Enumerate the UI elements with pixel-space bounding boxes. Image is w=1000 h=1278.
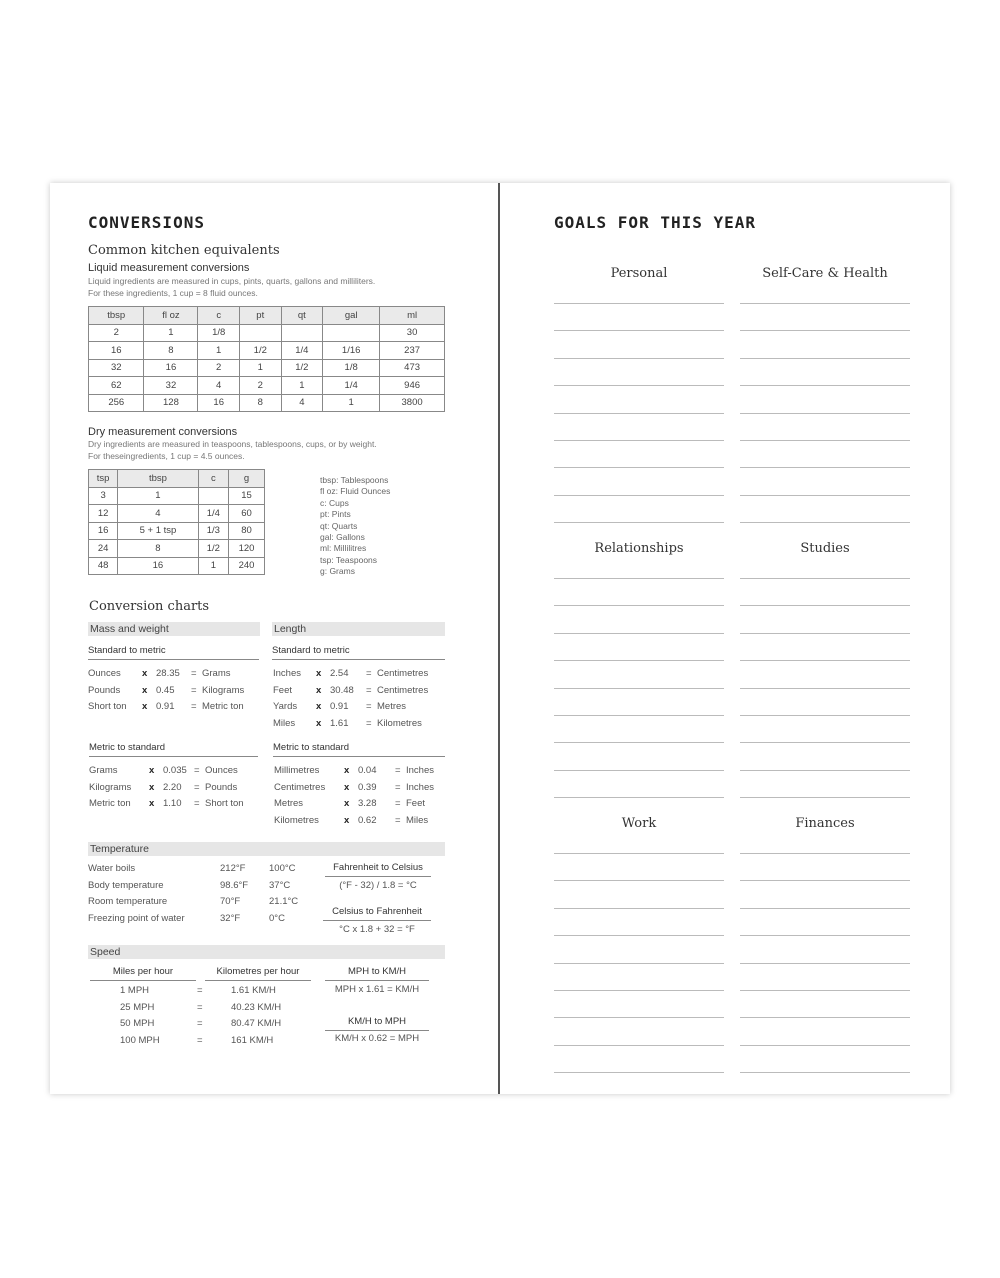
dry-cell: 1/4 [198,505,228,523]
liquid-header-cell: tbsp [89,307,144,325]
mass-s2m-x: x [142,668,148,679]
speed-kmh: 80.47 KM/H [231,1018,282,1030]
goal-section-title: Self-Care & Health [762,266,888,281]
mass-m2s-heading: Metric to standard [89,742,258,757]
liquid-cell: 1/2 [239,342,281,360]
liquid-cell: 1/16 [323,342,380,360]
liquid-row [89,394,445,412]
length-m2s-f: 0.39 [358,781,377,793]
mph-to-kmh-formula: MPH x 1.61 = KM/H [334,984,420,995]
abbreviation-item: g: Grams [320,566,355,577]
dry-cell: 1/3 [198,522,228,540]
liquid-cell: 1 [198,342,240,360]
dry-cell: 16 [89,522,118,540]
dry-cell: 60 [229,505,265,523]
liquid-cell: 1/2 [281,359,323,377]
length-s2m-b: Centimetres [377,684,429,696]
abbreviation-item: fl oz: Fluid Ounces [320,486,391,497]
temperature-f: 70°F [220,896,241,908]
abbreviation-item: gal: Gallons [320,532,365,543]
liquid-cell: 2 [239,377,281,395]
liquid-cell: 8 [239,394,281,412]
conversions-page [88,183,448,1094]
mass-s2m-a: Ounces [88,668,121,679]
speed-mph: 50 MPH [120,1018,155,1030]
f2c-heading: Fahrenheit to Celsius [325,862,431,877]
mass-m2s-x: x [149,765,155,776]
dry-row [89,540,265,558]
length-m2s-eq: = [395,781,401,793]
temperature-c: 37°C [269,879,291,891]
dry-cell: 240 [229,557,265,575]
length-s2m-a: Yards [273,701,298,713]
liquid-cell: 1 [323,394,380,412]
liquid-cell: 1/8 [323,359,380,377]
liquid-note-line-2: For these ingredients, 1 cup = 8 fluid ounces. [88,287,258,298]
goal-writing-line[interactable] [740,1072,910,1073]
dry-cell: 48 [89,557,118,575]
goal-section-title: Studies [800,541,850,556]
length-m2s-b: Inches [406,765,434,776]
goal-writing-line[interactable] [740,660,910,661]
dry-row [89,522,265,540]
goal-writing-line[interactable] [554,522,724,523]
f2c-formula: (°F - 32) / 1.8 = °C [339,880,417,891]
dry-header-cell: c [198,470,228,488]
speed-kmh: 161 KM/H [231,1034,274,1046]
length-m2s-a: Centimetres [274,781,326,793]
liquid-cell: 62 [89,377,144,395]
goal-writing-line[interactable] [554,495,724,496]
speed-kmh: 1.61 KM/H [231,985,276,996]
goal-writing-line[interactable] [554,605,724,606]
speed-kmh: 40.23 KM/H [231,1001,282,1013]
planner-spread [50,183,950,1094]
goal-writing-line[interactable] [740,742,910,743]
goal-writing-line[interactable] [740,495,910,496]
length-bar: Length [272,622,445,636]
dry-cell: 8 [118,540,198,558]
goal-writing-line[interactable] [740,797,910,798]
liquid-table [88,306,445,412]
goal-section-title: Finances [795,816,855,831]
dry-note-line-2: For theseingredients, 1 cup = 4.5 ounces. [88,450,245,461]
goal-writing-line[interactable] [554,880,724,881]
abbreviation-item: tbsp: Tablespoons [320,475,389,485]
liquid-row [89,342,445,360]
goal-writing-line[interactable] [740,935,910,936]
temperature-f: 32°F [220,912,241,924]
kmh-heading: Kilometres per hour [205,966,311,981]
mass-m2s-x: x [149,798,155,810]
length-s2m-b: Centimetres [377,668,429,679]
dry-note-line-1: Dry ingredients are measured in teaspoons, tablespoons, cups, or by weight. [88,439,377,449]
goal-writing-line[interactable] [554,715,724,716]
temperature-name: Room temperature [88,896,168,908]
c2f-formula: °C x 1.8 + 32 = °F [339,924,415,935]
liquid-cell [281,324,323,342]
length-s2m-a: Inches [273,668,301,679]
abbreviation-item: qt: Quarts [320,520,358,531]
abbreviation-legend [320,475,390,578]
liquid-cell: 2 [89,324,144,342]
mass-s2m-heading: Standard to metric [88,645,259,660]
liquid-cell: 3800 [380,394,445,412]
liquid-cell: 237 [380,342,445,360]
mass-s2m-b: Metric ton [202,701,244,713]
charts-heading: Conversion charts [89,599,210,614]
dry-cell: 24 [89,540,118,558]
liquid-cell: 8 [144,342,198,360]
dry-cell: 4 [118,505,198,523]
mass-m2s-f: 2.20 [163,781,182,793]
length-m2s-eq: = [395,815,401,827]
length-s2m-eq: = [366,701,372,713]
mass-m2s-b: Short ton [205,798,244,810]
liquid-cell: 4 [198,377,240,395]
goal-writing-line[interactable] [740,358,910,359]
goal-writing-line[interactable] [554,1017,724,1018]
temperature-c: 0°C [269,912,285,924]
length-m2s-eq: = [395,798,401,810]
length-s2m-x: x [316,684,322,696]
length-s2m-heading: Standard to metric [272,645,445,660]
liquid-note-line-1: Liquid ingredients are measured in cups, pints, quarts, gallons and milliliters. [88,276,376,286]
speed-mph: 25 MPH [120,1001,155,1013]
mph-to-kmh-heading: MPH to KM/H [325,966,429,981]
length-s2m-b: Metres [377,701,407,713]
goal-writing-line[interactable] [554,935,724,936]
c2f-heading: Celsius to Fahrenheit [323,906,431,921]
dry-cell: 12 [89,505,118,523]
speed-mph: 100 MPH [120,1034,160,1046]
length-m2s-x: x [344,815,350,827]
mass-m2s-eq: = [194,798,200,810]
dry-cell: 3 [89,487,118,505]
goal-writing-line[interactable] [740,880,910,881]
length-s2m-x: x [316,718,322,730]
dry-row [89,487,265,505]
goal-writing-line[interactable] [740,853,910,854]
dry-cell: 80 [229,522,265,540]
kmh-to-mph-heading: KM/H to MPH [325,1016,429,1031]
liquid-cell: 2 [198,359,240,377]
mass-s2m-f: 28.35 [156,668,180,679]
mass-weight-bar: Mass and weight [88,622,260,636]
goal-writing-line[interactable] [554,660,724,661]
liquid-cell: 32 [144,377,198,395]
liquid-cell: 16 [144,359,198,377]
length-m2s-f: 0.62 [358,815,377,827]
goal-writing-line[interactable] [740,770,910,771]
page-title: CONVERSIONS [88,213,205,232]
length-m2s-x: x [344,781,350,793]
liquid-header-cell: fl oz [144,307,198,325]
dry-table [88,469,265,575]
kmh-to-mph-formula: KM/H x 0.62 = MPH [334,1033,420,1044]
dry-cell [198,487,228,505]
goal-writing-line[interactable] [554,742,724,743]
dry-cell: 15 [229,487,265,505]
mph-heading: Miles per hour [90,966,196,981]
liquid-cell: 30 [380,324,445,342]
goals-page [554,183,914,1094]
goal-writing-line[interactable] [740,605,910,606]
length-s2m-x: x [316,668,322,679]
goal-writing-line[interactable] [740,633,910,634]
goal-writing-line[interactable] [554,963,724,964]
mass-s2m-eq: = [191,701,197,713]
speed-eq: = [197,1034,203,1046]
goal-writing-line[interactable] [740,1045,910,1046]
goal-writing-line[interactable] [554,1045,724,1046]
goal-section-title: Relationships [594,541,684,556]
liquid-header-cell: gal [323,307,380,325]
speed-eq: = [197,985,203,996]
liquid-cell [239,324,281,342]
goal-writing-line[interactable] [740,963,910,964]
goal-writing-line[interactable] [554,330,724,331]
goal-writing-line[interactable] [740,990,910,991]
goal-writing-line[interactable] [740,467,910,468]
speed-bar: Speed [88,945,445,959]
dry-cell: 16 [118,557,198,575]
goal-writing-line[interactable] [554,633,724,634]
dry-cell: 1/2 [198,540,228,558]
liquid-cell: 1 [144,324,198,342]
dry-cell: 1 [118,487,198,505]
goal-writing-line[interactable] [554,1072,724,1073]
speed-eq: = [197,1018,203,1030]
abbreviation-item: tsp: Teaspoons [320,554,378,565]
liquid-header-cell: ml [380,307,445,325]
length-s2m-b: Kilometres [377,718,422,730]
goal-writing-line[interactable] [554,908,724,909]
mass-s2m-f: 0.91 [156,701,175,713]
liquid-cell: 1 [281,377,323,395]
liquid-header-cell: qt [281,307,323,325]
mass-s2m-f: 0.45 [156,684,175,696]
speed-eq: = [197,1001,203,1013]
liquid-cell: 4 [281,394,323,412]
liquid-cell: 1 [239,359,281,377]
dry-note [88,439,377,462]
length-m2s-eq: = [395,765,401,776]
goal-writing-line[interactable] [554,413,724,414]
length-m2s-f: 3.28 [358,798,377,810]
temperature-name: Body temperature [88,879,164,891]
length-s2m-f: 2.54 [330,668,349,679]
liquid-cell: 1/8 [198,324,240,342]
liquid-cell: 256 [89,394,144,412]
goal-writing-line[interactable] [554,440,724,441]
goal-writing-line[interactable] [554,385,724,386]
goal-section-title: Work [621,816,657,831]
liquid-cell: 1/4 [281,342,323,360]
goal-writing-line[interactable] [554,797,724,798]
mass-m2s-eq: = [194,765,200,776]
liquid-row [89,359,445,377]
goal-writing-line[interactable] [554,358,724,359]
dry-header-cell: tbsp [118,470,198,488]
mass-m2s-a: Kilograms [89,781,132,793]
liquid-header-cell: pt [239,307,281,325]
goal-writing-line[interactable] [554,303,724,304]
goal-writing-line[interactable] [554,688,724,689]
liquid-header-cell: c [198,307,240,325]
mass-s2m-eq: = [191,684,197,696]
mass-m2s-a: Metric ton [89,798,131,810]
liquid-row [89,324,445,342]
dry-row [89,557,265,575]
temperature-f: 212°F [220,863,246,874]
length-s2m-x: x [316,701,322,713]
temperature-name: Freezing point of water [88,912,185,924]
length-s2m-eq: = [366,718,372,730]
dry-header-cell: g [229,470,265,488]
length-m2s-a: Kilometres [274,815,319,827]
length-m2s-a: Millimetres [274,765,320,776]
mass-m2s-f: 1.10 [163,798,182,810]
abbreviation-item: c: Cups [320,497,349,508]
liquid-row [89,377,445,395]
mass-m2s-b: Pounds [205,781,238,793]
goal-writing-line[interactable] [740,522,910,523]
dry-cell: 120 [229,540,265,558]
length-m2s-heading: Metric to standard [273,742,445,757]
liquid-cell: 473 [380,359,445,377]
length-s2m-a: Feet [273,684,293,696]
goal-writing-line[interactable] [740,303,910,304]
length-s2m-eq: = [366,668,372,679]
mass-m2s-a: Grams [89,765,118,776]
kitchen-heading: Common kitchen equivalents [88,243,280,258]
goal-writing-line[interactable] [740,908,910,909]
length-s2m-f: 1.61 [330,718,349,730]
goal-section-title: Personal [610,266,668,281]
mass-s2m-eq: = [191,668,197,679]
mass-s2m-b: Kilograms [202,684,245,696]
page-spine [498,183,500,1094]
goal-writing-line[interactable] [740,440,910,441]
liquid-cell: 128 [144,394,198,412]
dry-cell: 5 + 1 tsp [118,522,198,540]
temperature-c: 21.1°C [269,896,299,908]
speed-mph: 1 MPH [120,985,150,996]
goal-writing-line[interactable] [554,853,724,854]
mass-m2s-eq: = [194,781,200,793]
abbreviation-item: pt: Pints [320,509,351,520]
liquid-cell [323,324,380,342]
goal-writing-line[interactable] [740,578,910,579]
mass-s2m-a: Short ton [88,701,127,713]
mass-m2s-b: Ounces [205,765,238,776]
length-s2m-eq: = [366,684,372,696]
goal-writing-line[interactable] [740,385,910,386]
mass-m2s-x: x [149,781,155,793]
dry-cell: 1 [198,557,228,575]
length-m2s-b: Inches [406,781,434,793]
dry-header-cell: tsp [89,470,118,488]
liquid-cell: 1/4 [323,377,380,395]
goal-writing-line[interactable] [554,467,724,468]
liquid-heading: Liquid measurement conversions [88,262,250,274]
dry-heading: Dry measurement conversions [88,426,238,438]
abbreviation-item: ml: Millilitres [320,543,367,554]
length-m2s-x: x [344,765,350,776]
length-s2m-f: 30.48 [330,684,354,696]
goals-title: GOALS FOR THIS YEAR [554,213,757,232]
length-s2m-f: 0.91 [330,701,349,713]
goal-writing-line[interactable] [740,413,910,414]
temperature-c: 100°C [269,863,296,874]
temperature-f: 98.6°F [220,879,249,891]
length-m2s-x: x [344,798,350,810]
goal-writing-line[interactable] [554,770,724,771]
goal-writing-line[interactable] [554,990,724,991]
length-m2s-b: Miles [406,815,429,827]
goal-writing-line[interactable] [740,715,910,716]
liquid-cell: 16 [89,342,144,360]
goal-writing-line[interactable] [740,330,910,331]
length-s2m-a: Miles [273,718,296,730]
liquid-note [88,276,375,299]
mass-s2m-x: x [142,684,148,696]
mass-s2m-x: x [142,701,148,713]
goal-writing-line[interactable] [740,688,910,689]
goal-writing-line[interactable] [554,578,724,579]
goal-writing-line[interactable] [740,1017,910,1018]
liquid-cell: 32 [89,359,144,377]
dry-row [89,505,265,523]
mass-s2m-b: Grams [202,668,231,679]
liquid-cell: 946 [380,377,445,395]
mass-s2m-a: Pounds [88,684,121,696]
temperature-name: Water boils [88,863,136,874]
length-m2s-a: Metres [274,798,304,810]
mass-m2s-f: 0.035 [163,765,187,776]
length-m2s-b: Feet [406,798,426,810]
temperature-bar: Temperature [88,842,445,856]
length-m2s-f: 0.04 [358,765,377,776]
liquid-cell: 16 [198,394,240,412]
